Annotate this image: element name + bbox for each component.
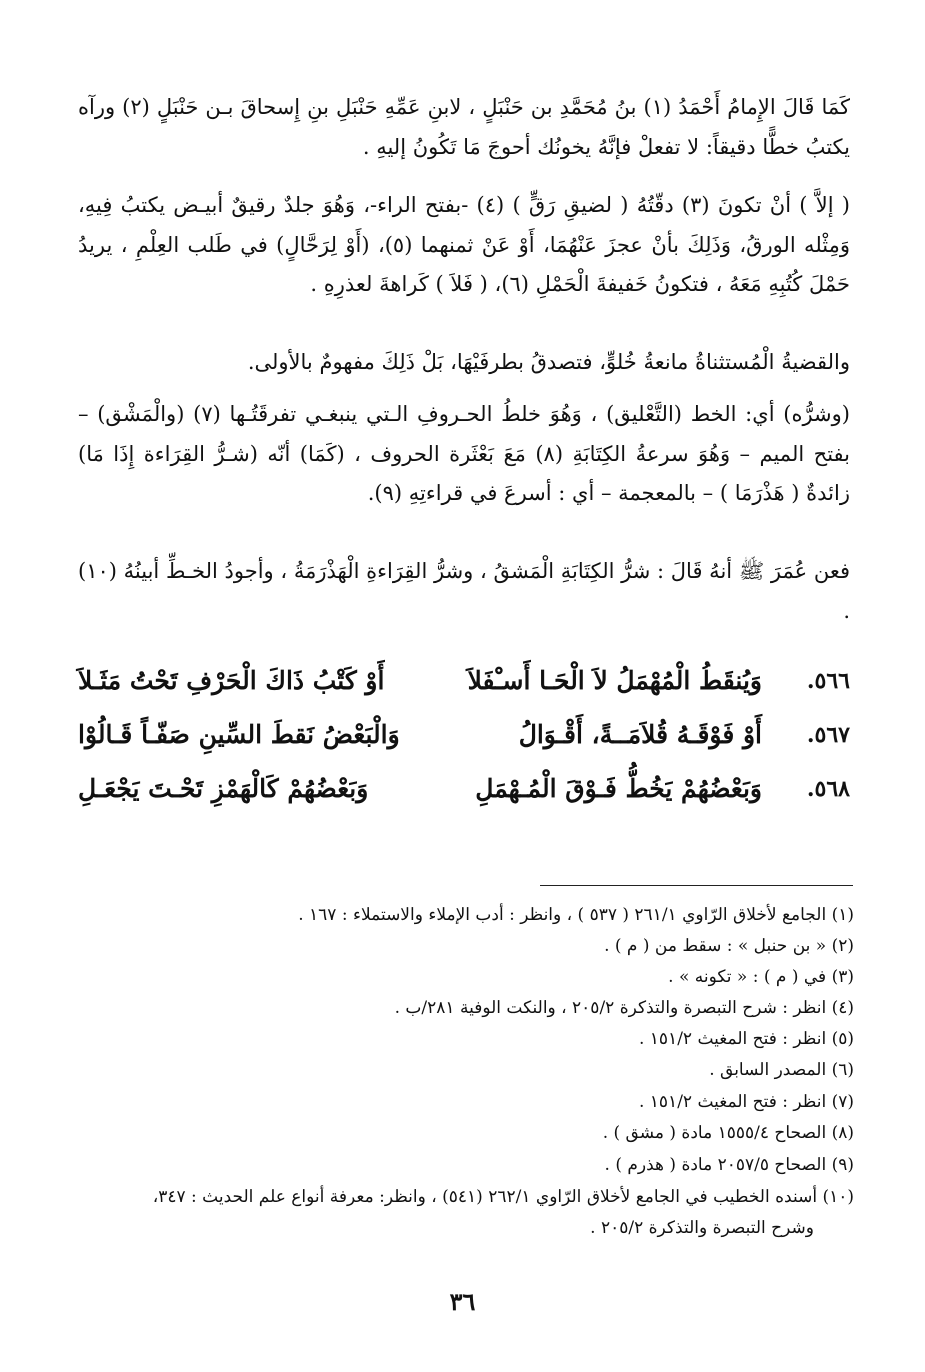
paragraph-ahmad-quote: كَمَا قَالَ الإِمامُ أَحْمَدُ (١) بنُ مُحَمَّدِ بن حَنْبَلٍ ، لابنِ عَمِّهِ حَنْبَلِ بنِ إِسحاقَ بـن حَنْبَلٍ (٢) ورآه يكتبُ خطًّا دقيقاً: لا تفعلْ فإنَّهُ يخونُك أحوجَ مَا تَكُونُ إليهِ . — [78, 95, 850, 159]
verse-second-hemistich: وَالْبَعْضُ نَقطَ السِّينِ صَفّـاً قَـالُوْا — [78, 720, 400, 749]
verse-second-hemistich: وَبَعْضُهُمْ كَالْهَمْزِ تَحْـتَ يَجْعَـلِ — [78, 774, 369, 803]
paragraph-logical-proposition: والقضيةُ الْمُستثناةُ مانعةُ خُلوٍّ، فتصدقُ بطرفَيْهَا، بَلْ ذَلِكَ مفهومٌ بالأولى. — [247, 350, 850, 374]
paragraph-exception-thin-parchment: ( إلاَّ ) أنْ تكونَ (٣) دقّتُهُ ( لضيقِ رَقٍّ ) (٤) -بفتح الراء-، وَهُوَ جلدٌ رقيقٌ أبيـض يكتبُ فِيهِ، وَمِثْله الورقُ، وَذَلِكَ بأنْ عجزَ عَنْهُمَا، أَوْ عَنْ ثمنهما (٥)، (أَوْ لِرَحَّالٍ) في طَلب العِلْمِ ، يريدُ حَمْلَ كُتُبِهِ مَعَهُ ، فتكونُ خَفيفةَ الْحَمْلِ (٦)، ( فَلاَ ) كَراهةَ لعذرِهِ . — [78, 193, 850, 296]
footnote-1: (١) الجامع لأخلاق الرّاوي ٢٦١/١ ( ٥٣٧ ) ، وانظر : أدب الإملاء والاستملاء : ١٦٧ . — [298, 905, 854, 925]
verse-566 — [78, 660, 850, 714]
verse-568 — [78, 768, 850, 822]
footnote-9: (٩) الصحاح ٢٠٥٧/٥ مادة ( هذرم ) . — [604, 1155, 854, 1175]
page-number: ٣٦ — [449, 1287, 476, 1316]
verse-number: ٥٦٦. — [806, 668, 850, 694]
verse-first-hemistich: أَوْ فَوْقَـهُ قُلاَمَــةً، أَقْـوَالُ — [518, 720, 762, 749]
verse-first-hemistich: وَبَعْضُهُمْ يَخُطُّ فَـوْقَ الْمُـهْمَلِ — [475, 774, 762, 803]
footnote-6: (٦) المصدر السابق . — [709, 1060, 854, 1080]
footnote-2: (٢) « بن حنبل » : سقط من ( م ) . — [604, 936, 854, 956]
footnote-3: (٣) في ( م ) : « تكونه » . — [668, 967, 854, 987]
verse-number: ٥٦٧. — [806, 722, 850, 748]
footnote-8: (٨) الصحاح ١٥٥٥/٤ مادة ( مشق ) . — [602, 1123, 854, 1143]
footnote-7: (٧) انظر : فتح المغيث ١٥١/٢ . — [638, 1092, 854, 1112]
paragraph-worst-script: (وشرُّه) أي: الخط (التَّعْليق) ، وَهُوَ خلطُ الحـروفِ الـتي ينبغـي تفرقَتُـها (٧) (والْمَشْق) – بفتح الميم – وَهُوَ سرعةُ الكِتَابَةِ (٨) مَعَ بَعْثَرة الحروف ، (كَمَا) أنّه (شـرُّ القِرَاءة إِذَا مَا) زائدةٌ ( هَذْرَمَا ) – بالمعجمة – أي : أسرعَ في قراءتِهِ (٩). — [78, 402, 850, 505]
paragraph-umar-saying: فعن عُمَرَ ﷺ أنهُ قَالَ : شرُّ الكِتَابَةِ الْمَشقُ ، وشرُّ القِرَاءةِ الْهَذْرَمَةُ ، وأجودُ الخـطِّ أبينُهُ (١٠) . — [78, 559, 850, 623]
verse-second-hemistich: أَوْ كَتْبُ ذَاكَ الْحَرْفِ تَحْتُ مَثَـلاَ — [78, 666, 385, 695]
footnote-10: (١٠) أسنده الخطيب في الجامع لأخلاق الرّاوي ٢٦٢/١ (٥٤١) ، وانظر: معرفة أنواع علم الحديث : ٣٤٧، — [152, 1187, 854, 1207]
verse-567 — [78, 714, 850, 768]
footnote-5: (٥) انظر : فتح المغيث ١٥١/٢ . — [638, 1029, 854, 1049]
verse-number: ٥٦٨. — [806, 776, 850, 802]
footnote-10-continuation: وشرح التبصرة والتذكرة ٢٠٥/٢ . — [590, 1218, 814, 1238]
footnote-separator — [540, 885, 853, 886]
footnote-4: (٤) انظر : شرح التبصرة والتذكرة ٢٠٥/٢ ، والنكت الوفية ٢٨١/ب . — [394, 998, 854, 1018]
verse-first-hemistich: وَيُنقَطُ الْمُهْمَلُ لاَ الْحَـا أَسـْفَلاَ — [467, 666, 762, 695]
